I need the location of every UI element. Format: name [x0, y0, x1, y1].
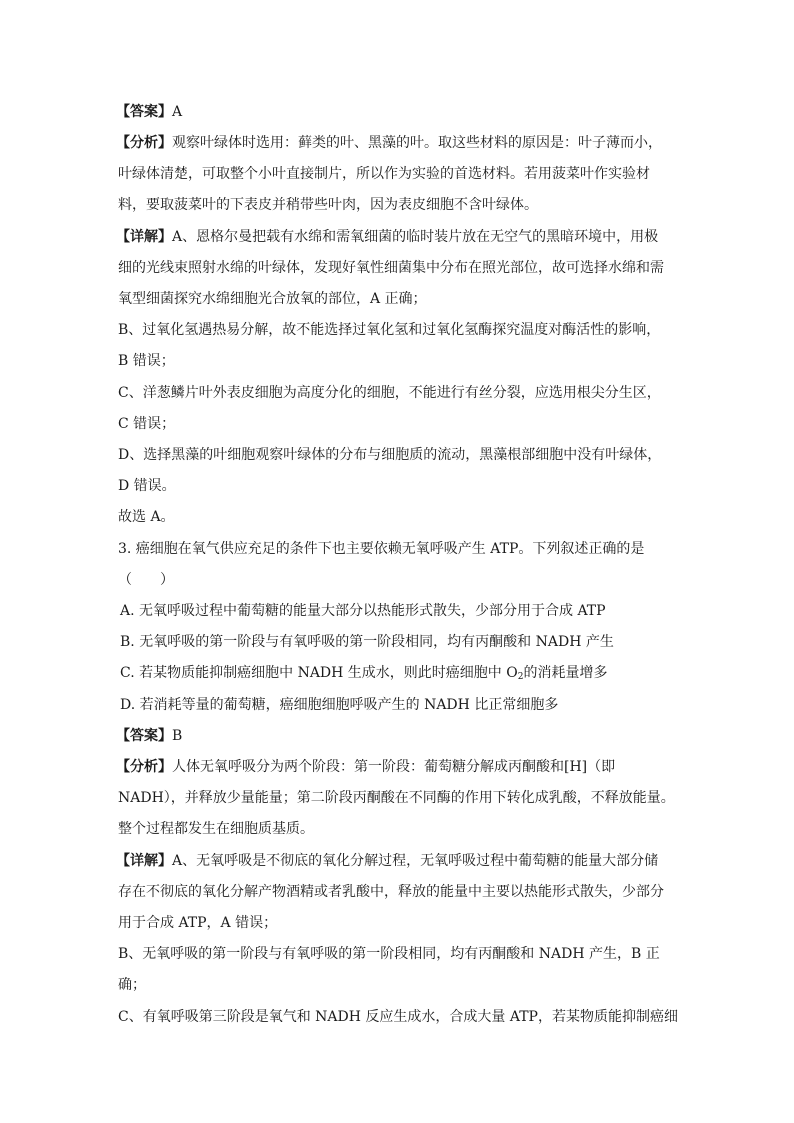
analysis-line-3: 料，要取菠菜叶的下表皮并稍带些叶肉，因为表皮细胞不含叶绿体。 — [118, 197, 538, 213]
detail2-line-2: 存在不彻底的氧化分解产物酒精或者乳酸中，释放的能量中主要以热能形式散失，少部分 — [118, 884, 664, 900]
detail2-text: A、无氧呼吸是不彻底的氧化分解过程，无氧呼吸过程中葡萄糖的能量大部分储 — [172, 853, 659, 869]
option-c-post: 的消耗量增多 — [523, 665, 608, 681]
answer-value-2: B — [172, 728, 183, 744]
analysis-tag: 【分析】 — [116, 135, 172, 151]
answer-tag: 【答案】 — [116, 104, 172, 120]
option-b: B. 无氧呼吸的第一阶段与有氧呼吸的第一阶段相同，均有丙酮酸和 NADH 产生 — [120, 634, 614, 650]
question-stem-2: （ ） — [118, 572, 174, 588]
detail2-line-1 — [116, 851, 676, 871]
answer-tag-2: 【答案】 — [116, 728, 172, 744]
analysis2-text: 人体无氧呼吸分为两个阶段：第一阶段：葡萄糖分解成丙酮酸和[H]（即 — [172, 759, 616, 775]
detail-line-7: C 错误； — [118, 416, 176, 432]
detail-text: A、恩格尔曼把载有水绵和需氧细菌的临时装片放在无空气的黑暗环境中，用极 — [172, 229, 659, 245]
analysis-line-1 — [116, 133, 676, 153]
detail-line-1 — [116, 227, 676, 247]
detail-line-5: B 错误； — [118, 353, 175, 369]
detail-line-10: 故选 A。 — [118, 509, 175, 525]
analysis-line-2: 叶绿体清楚，可取整个小叶直接制片，所以作为实验的首选材料。若用菠菜叶作实验材 — [118, 166, 650, 182]
detail-line-3: 氧型细菌探究水绵细胞光合放氧的部位，A 正确； — [118, 291, 427, 307]
option-c-sub: 2 — [517, 672, 524, 682]
detail2-line-6: C、有氧呼吸第三阶段是氧气和 NADH 反应生成水，合成大量 ATP，若某物质能抑制癌细 — [118, 1009, 678, 1025]
analysis-text: 观察叶绿体时选用：藓类的叶、黑藻的叶。取这些材料的原因是：叶子薄而小， — [172, 135, 662, 151]
detail-line-4: B、过氧化氢遇热易分解，故不能选择过氧化氢和过氧化氢酶探究温度对酶活性的影响， — [118, 322, 661, 338]
option-c — [120, 663, 680, 683]
analysis2-line-2: NADH），并释放少量能量；第二阶段丙酮酸在不同酶的作用下转化成乳酸，不释放能量。 — [118, 790, 675, 806]
option-d: D. 若消耗等量的葡萄糖，癌细胞细胞呼吸产生的 NADH 比正常细胞多 — [120, 697, 559, 713]
detail-line-9: D 错误。 — [118, 478, 176, 494]
answer-value: A — [172, 104, 183, 120]
detail-tag-2: 【详解】 — [116, 853, 172, 869]
analysis-tag-2: 【分析】 — [116, 759, 172, 775]
answer-line-2 — [116, 726, 676, 746]
detail-line-2: 细的光线束照射水绵的叶绿体，发现好氧性细菌集中分布在照光部位，故可选择水绵和需 — [118, 260, 664, 276]
question-stem-1: 3. 癌细胞在氧气供应充足的条件下也主要依赖无氧呼吸产生 ATP。下列叙述正确的是 — [118, 541, 645, 557]
detail2-line-3: 用于合成 ATP，A 错误； — [118, 915, 278, 931]
analysis2-line-1 — [116, 757, 676, 777]
detail-line-8: D、选择黑藻的叶细胞观察叶绿体的分布与细胞质的流动，黑藻根部细胞中没有叶绿体， — [118, 447, 662, 463]
detail2-line-4: B、无氧呼吸的第一阶段与有氧呼吸的第一阶段相同，均有丙酮酸和 NADH 产生，B 正 — [118, 946, 660, 962]
option-a: A. 无氧呼吸过程中葡萄糖的能量大部分以热能形式散失，少部分用于合成 ATP — [120, 603, 606, 619]
detail-tag: 【详解】 — [116, 229, 172, 245]
detail2-line-5: 确； — [118, 977, 146, 993]
analysis2-line-3: 整个过程都发生在细胞质基质。 — [118, 821, 314, 837]
option-c-pre: C. 若某物质能抑制癌细胞中 NADH 生成水，则此时癌细胞中 O — [120, 665, 518, 681]
answer-line-1 — [116, 102, 676, 122]
detail-line-6: C、洋葱鳞片叶外表皮细胞为高度分化的细胞，不能进行有丝分裂，应选用根尖分生区， — [118, 385, 661, 401]
